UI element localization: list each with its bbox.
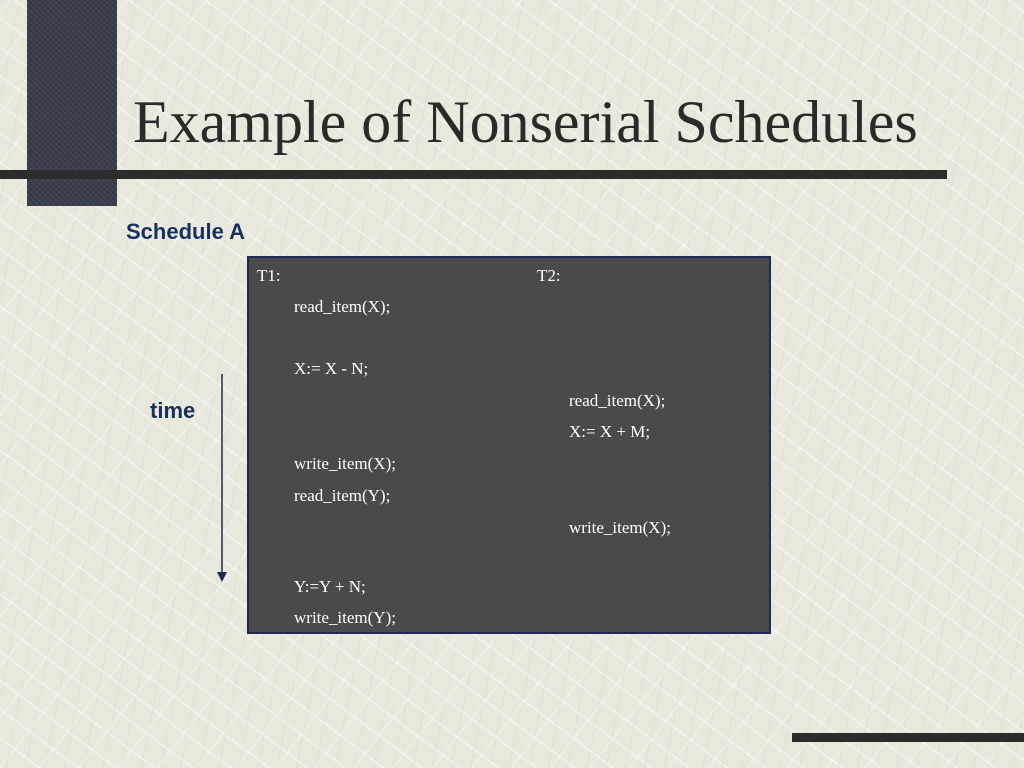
- schedule-table: [247, 256, 771, 634]
- t1-write-x: write_item(X);: [294, 454, 396, 473]
- t1-compute-x: X:= X - N;: [294, 359, 369, 378]
- t2-compute-x: X:= X + M;: [569, 422, 651, 441]
- t2-read-x: read_item(X);: [569, 391, 666, 410]
- time-arrow-icon: [214, 374, 230, 584]
- t1-write-y: write_item(Y);: [294, 608, 396, 627]
- t1-header: T1:: [257, 266, 281, 285]
- t1-read-x: read_item(X);: [294, 297, 391, 316]
- slide-title: Example of Nonserial Schedules: [133, 89, 918, 155]
- footer-divider: [792, 733, 1024, 742]
- t1-read-y: read_item(Y);: [294, 486, 391, 505]
- t2-write-x: write_item(X);: [569, 518, 671, 537]
- title-divider: [0, 170, 947, 179]
- t1-compute-y: Y:=Y + N;: [294, 577, 366, 596]
- time-label: time: [150, 398, 196, 423]
- schedule-label: Schedule A: [126, 219, 245, 244]
- t2-header: T2:: [537, 266, 561, 285]
